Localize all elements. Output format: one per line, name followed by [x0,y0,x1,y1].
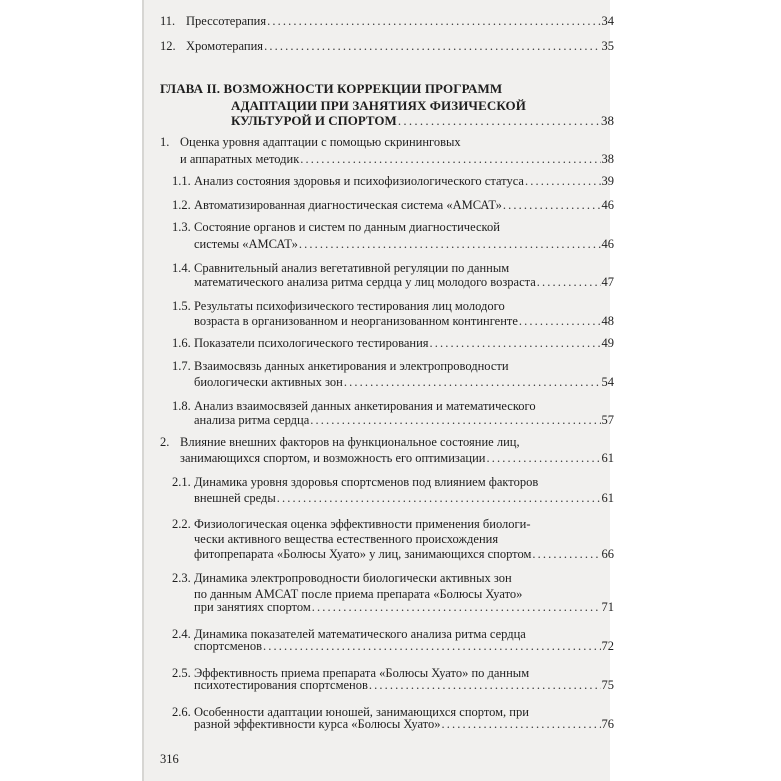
toc-entry[interactable] [172,196,614,214]
dot-leader [312,598,601,616]
entry-title-cont: фитопрепарата «Болюсы Хуато» у лиц, занимающихся спортом [194,547,532,561]
entry-title: Оценка уровня адаптации с помощью скрининговых [180,135,461,149]
entry-number: 1.1. [172,174,191,188]
entry-number: 2.5. [172,666,191,680]
entry-title: Динамика показателей математического анализа ритма сердца [194,627,526,641]
entry-title: Показатели психологического тестирования [194,336,429,350]
entry-number: 1. [160,135,170,149]
entry-title: Хромотерапия [186,39,264,53]
dot-leader [310,411,600,429]
dot-leader [486,449,600,467]
entry-page: 39 [601,174,614,188]
entry-page: 35 [601,39,614,53]
entry-title-cont: по данным АМСАТ после приема препарата «Болюсы Хуато» [194,587,523,601]
entry-number: 2.3. [172,571,191,585]
toc-entry[interactable] [180,449,614,467]
entry-number: 2.4. [172,627,191,641]
entry-number: 1.8. [172,399,191,413]
entry-title-cont: возраста в организованном и неорганизованном контингенте [194,314,518,328]
dot-leader [525,172,601,190]
entry-title: Взаимосвязь данных анкетирования и электропроводности [194,359,509,373]
entry-title-cont: занимающихся спортом, и возможность его оптимизации [180,451,486,465]
dot-leader [503,196,601,214]
entry-title: Особенности адаптации юношей, занимающихся спортом, при [194,705,529,719]
entry-number: 2.2. [172,517,191,531]
entry-title: Состояние органов и систем по данным диагностической [194,220,500,234]
entry-page: 47 [601,275,614,289]
entry-title-cont: системы «АМСАТ» [194,237,298,251]
dot-leader [430,334,601,352]
entry-title: Результаты психофизического тестирования лиц молодого [194,299,505,313]
entry-page: 38 [601,113,614,128]
entry-page: 48 [601,314,614,328]
entry-number: 1.4. [172,261,191,275]
toc-entry[interactable] [194,637,614,655]
toc-entry[interactable] [194,411,614,429]
chapter-heading-line: АДАПТАЦИИ ПРИ ЗАНЯТИЯХ ФИЗИЧЕСКОЙ [231,98,526,113]
dot-leader [263,637,600,655]
entry-title-cont: психотестирования спортсменов [194,678,368,692]
entry-page: 75 [601,678,614,692]
toc-entry[interactable] [180,150,614,168]
page-number: 316 [160,752,179,766]
entry-title-cont: внешней среды [194,491,276,505]
toc-entry[interactable] [194,373,614,391]
entry-number: 1.6. [172,336,191,350]
chapter-heading-line: ГЛАВА II. ВОЗМОЖНОСТИ КОРРЕКЦИИ ПРОГРАММ [160,81,503,96]
toc-entry[interactable] [172,334,614,352]
dot-leader [441,715,600,733]
toc-entry[interactable] [194,598,614,616]
dot-leader [300,150,600,168]
entry-title: Анализ взаимосвязей данных анкетирования и математического [194,399,536,413]
entry-page: 46 [601,198,614,212]
entry-page: 61 [601,491,614,505]
entry-number: 1.2. [172,198,191,212]
toc-entry[interactable] [194,273,614,291]
entry-title-cont: анализа ритма сердца [194,413,310,427]
entry-title: Анализ состояния здоровья и психофизиологического статуса [194,174,524,188]
entry-page: 71 [601,600,614,614]
entry-page: 46 [601,237,614,251]
dot-leader [369,676,601,694]
toc-entry[interactable] [160,37,614,55]
entry-number: 1.7. [172,359,191,373]
entry-title-cont: и аппаратных методик [180,152,300,166]
toc-entry[interactable] [172,172,614,190]
entry-number: 11. [160,14,176,28]
toc-entry[interactable] [160,12,614,30]
entry-page: 66 [601,547,614,561]
entry-title: Прессотерапия [186,14,267,28]
entry-title: Автоматизированная диагностическая система «АМСАТ» [194,198,502,212]
dot-leader [277,489,601,507]
entry-title-cont: математического анализа ритма сердца у лиц молодого возраста [194,275,536,289]
entry-number: 2.1. [172,475,191,489]
entry-title: Влияние внешних факторов на функциональное состояние лиц, [180,435,520,449]
entry-title-cont: спортсменов [194,639,263,653]
chapter-heading-last[interactable] [231,112,614,130]
dot-leader [264,37,600,55]
chapter-heading-line: КУЛЬТУРОЙ И СПОРТОМ [231,113,397,128]
entry-number: 12. [160,39,176,53]
entry-title: Динамика электропроводности биологически активных зон [194,571,512,585]
toc-entry[interactable] [194,235,614,253]
entry-page: 76 [601,717,614,731]
toc-entry[interactable] [194,545,614,563]
entry-title-cont: биологически активных зон [194,375,343,389]
entry-page: 54 [601,375,614,389]
entry-title-cont: разной эффективности курса «Болюсы Хуато» [194,717,441,731]
entry-title-cont: при занятиях спортом [194,600,311,614]
entry-title: Эффективность приема препарата «Болюсы Хуато» по данным [194,666,530,680]
entry-title: Физиологическая оценка эффективности применения биологи- [194,517,531,531]
entry-page: 49 [601,336,614,350]
entry-title: Сравнительный анализ вегетативной регуляции по данным [194,261,510,275]
dot-leader [267,12,600,30]
entry-number: 2. [160,435,170,449]
entry-title: Динамика уровня здоровья спортсменов под влиянием факторов [194,475,539,489]
entry-number: 1.5. [172,299,191,313]
entry-page: 34 [601,14,614,28]
dot-leader [299,235,601,253]
toc-entry[interactable] [194,489,614,507]
entry-page: 57 [601,413,614,427]
dot-leader [519,312,601,330]
dot-leader [398,112,600,130]
entry-page: 61 [601,451,614,465]
entry-page: 38 [601,152,614,166]
entry-number: 2.6. [172,705,191,719]
entry-number: 1.3. [172,220,191,234]
dot-leader [344,373,601,391]
dot-leader [532,545,600,563]
toc-entry[interactable] [194,312,614,330]
toc-entry[interactable] [194,676,614,694]
entry-page: 72 [601,639,614,653]
entry-title-cont: чески активного вещества естественного происхождения [194,532,499,546]
toc-entry[interactable] [194,715,614,733]
dot-leader [537,273,601,291]
